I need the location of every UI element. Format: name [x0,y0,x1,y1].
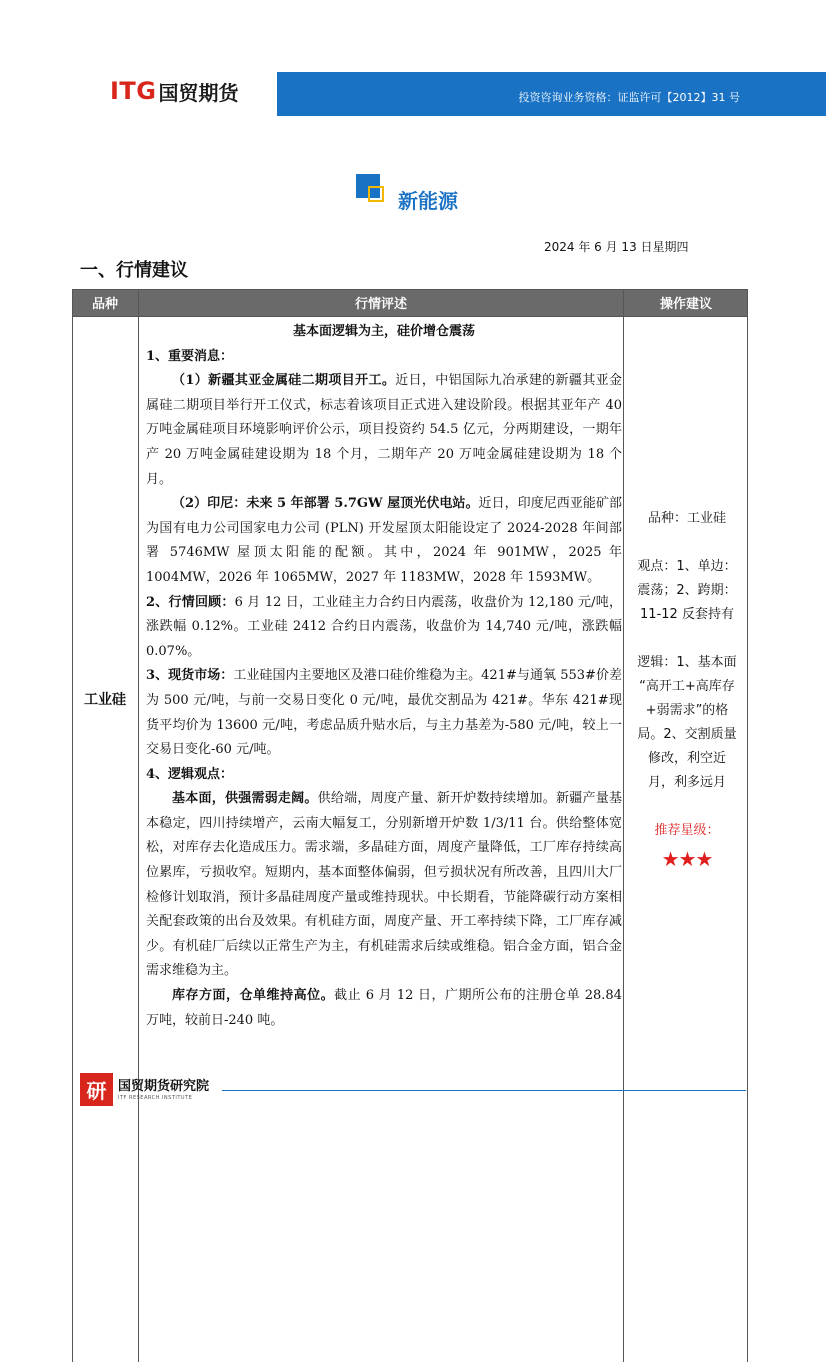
advice-cell [626,507,748,843]
news-item-1: （1）新疆其亚金属硅二期项目开工。近日，中铝国际九冶承建的新疆其亚金属硅二期项目举行开工仪式，标志着该项目正式进入建设阶段。根据其亚年产 40 万吨金属硅项目环境影响评价公示，项目投资约 54.5 亿元，分两期建设，一期年产 20 万吨金属硅建设期为 18 个月，二期年产 20 万吨金属硅建设期为 18 个月。 [146,373,622,487]
news-item-2: （2）印尼：未来 5 年部署 5.7GW 屋顶光伏电站。近日，印度尼西亚能矿部为国有电力公司国家电力公司 (PLN) 开发屋顶太阳能设定了 2024-2028 年间部署 5746MW 屋顶太阳能的配额。其中，2024 年 901MW，2025 年 1004MW，2026 年 1065MW，2027 年 1183MW，2028 年 1593MW。 [146,496,622,585]
rating-stars-icon: ★★★ [661,847,713,871]
advice-variety: 品种：工业硅 [647,511,726,526]
advice-logic-6: 月，利多远月 [647,775,726,790]
table-col-divider-2 [623,289,624,1362]
review-heading: 基本面逻辑为主，硅价增仓震荡 [292,324,475,339]
company-logo [110,78,239,104]
research-institute-name: 国贸期货研究院 [118,1079,210,1094]
logo-itg-text: ITG [110,77,157,105]
col-header-advice: 操作建议 [624,289,748,316]
fundamentals-paragraph: 基本面，供强需弱走阔。供给端，周度产量、新开炉数持续增加。新疆产量基本稳定，四川持续增产，云南大幅复工，分别新增开炉数 1/3/11 台。供给整体宽松，对库存去化造成压力。需求端，多晶硅方面，周度产量降低，工厂库存持续高位累库，亏损收窄。短期内，基本面整体偏弱，但亏损状况有所改善，且四川大厂检修计划取消，预计多晶硅周度产量或维持现状。中长期看，节能降碳行动方案相关配套政策的出台及效果。有机硅方面，周度产量、开工率持续下降，工厂库存减少。有机硅厂后续以正常生产为主，有机硅需求后续或维稳。铝合金方面，铝合金需求维稳为主。 [146,791,622,979]
table-col-divider-1 [138,289,139,1362]
news-title: 1、重要消息： [146,348,234,364]
document-title: 新能源 [398,189,458,213]
rating-label: 推荐星级： [654,823,720,838]
advice-logic-3: +弱需求”的格 [645,703,729,718]
advice-logic-2: “高开工+高库存 [639,679,735,694]
advice-view-2: 震荡；2、跨期： [637,583,737,598]
table-left-border [72,289,73,1362]
advice-logic-1: 逻辑：1、基本面 [637,655,737,670]
variety-cell: 工业硅 [84,692,126,708]
research-institute-en: ITF RESEARCH INSTITUTE [118,1095,193,1101]
logic-title: 4、逻辑观点： [146,766,234,782]
footer-divider [222,1090,746,1091]
research-institute-logo-icon: 研 [80,1073,113,1106]
market-review: 2、行情回顾：6 月 12 日，工业硅主力合约日内震荡，收盘价为 12,180 元/吨，涨跌幅 0.12%。工业硅 2412 合约日内震荡，收盘价为 14,740 元/吨，涨跌幅 0.07%。 [146,594,623,659]
advice-logic-5: 修改，利空近 [647,751,726,766]
inventory-paragraph: 库存方面，仓单维持高位。截止 6 月 12 日，广期所公布的注册仓单 28.84 万吨，较前日-240 吨。 [146,988,622,1028]
section-heading: 一、行情建议 [80,260,188,281]
market-table [72,289,748,1362]
report-date: 2024 年 6 月 13 日星期四 [544,240,689,254]
title-square-icon [356,174,386,204]
license-text: 投资咨询业务资格：证监许可【2012】31 号 [518,91,740,104]
col-header-review: 行情评述 [139,289,623,316]
col-header-variety: 品种 [72,289,138,316]
review-cell [146,320,622,1033]
advice-view-3: 11-12 反套持有 [640,607,734,622]
logo-cn-text: 国贸期货 [158,80,239,105]
table-top-border [72,289,748,290]
advice-logic-4: 局。2、交割质量 [637,727,737,742]
spot-market: 3、现货市场：工业硅国内主要地区及港口硅价维稳为主。421#与通氧 553#价差为 500 元/吨，与前一交易日变化 0 元/吨，最优交割品为 421#。华东 421#现货平均价为 13600 元/吨，考虑品质升贴水后，与主力基差为-580 元/吨，较上一交易日变化-60 元/吨。 [146,668,622,758]
advice-view-1: 观点：1、单边： [637,559,737,574]
table-header-border [72,316,748,317]
